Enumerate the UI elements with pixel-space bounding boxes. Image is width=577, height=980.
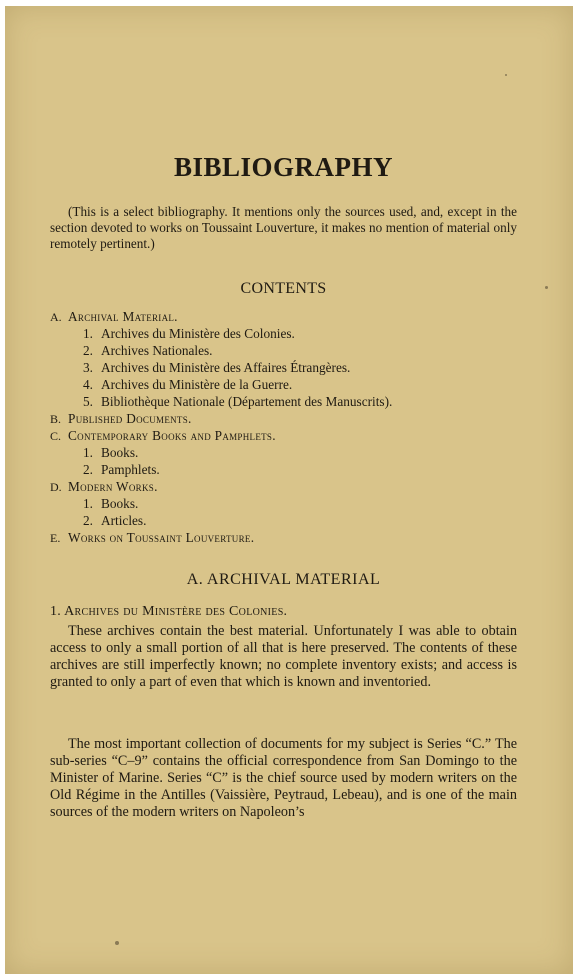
- toc-section-entry: [50, 427, 517, 444]
- book-page: [5, 6, 573, 974]
- toc-letter: A.: [50, 310, 62, 324]
- toc-letter: C.: [50, 429, 62, 443]
- toc-number: 2.: [83, 513, 93, 528]
- toc-entry-text: Archives du Ministère des Affaires Étrangères.: [101, 360, 351, 375]
- section-heading: A. ARCHIVAL MATERIAL: [186, 571, 381, 588]
- toc-entry-text: Pamphlets.: [101, 462, 160, 477]
- body-paragraph-1: These archives contain the best material. Unfortunately I was able to obtain access to only a small portion of all that is here preserved. The contents of these archives are still imperfectly known; no complete inventory exists; and access is granted to only a part of even that which is known and inventoried.: [50, 623, 517, 691]
- toc-entry-text: Books.: [101, 445, 139, 460]
- paper-speck: [505, 74, 507, 76]
- toc-entry-text: Archival Material.: [68, 309, 178, 324]
- intro-note: (This is a select bibliography. It mentions only the sources used, and, except in the section devoted to works on Toussaint Louverture, it makes no mention of material only remotely pertinent.): [50, 204, 517, 251]
- toc-letter: D.: [50, 480, 62, 494]
- body-paragraph-2: The most important collection of documents for my subject is Series “C.” The sub-series “C–9” contains the official correspondence from San Domingo to the Minister of Marine. Series “C” is the chief source used by modern writers on the Old Régime in the Antilles (Vaissière, Peytraud, Lebeau), and is one of the main sources of the modern writers on Napoleon’s: [50, 736, 517, 821]
- toc-letter: B.: [50, 412, 62, 426]
- toc-entry-text: Published Documents.: [68, 411, 192, 426]
- subsection-heading: 1. Archives du Ministère des Colonies.: [50, 604, 288, 619]
- toc-entry-text: Bibliothèque Nationale (Département des Manuscrits).: [101, 394, 393, 409]
- toc-section-entry: [50, 410, 517, 427]
- toc-section-entry: [50, 478, 517, 495]
- toc-subentry: [50, 461, 517, 478]
- toc-number: 5.: [83, 394, 93, 409]
- toc-subentry: [50, 444, 517, 461]
- toc-entry-text: Archives du Ministère des Colonies.: [101, 326, 295, 341]
- toc-entry-text: Archives Nationales.: [101, 343, 213, 358]
- toc-subentry: [50, 342, 517, 359]
- toc-subentry: [50, 393, 517, 410]
- contents-heading: CONTENTS: [240, 280, 327, 297]
- paper-speck: [545, 286, 548, 289]
- toc-letter: E.: [50, 531, 61, 545]
- toc-section-entry: [50, 529, 517, 546]
- toc-entry-text: Articles.: [101, 513, 147, 528]
- paper-speck: [115, 941, 119, 945]
- toc-number: 1.: [83, 445, 93, 460]
- toc-subentry: [50, 376, 517, 393]
- toc-subentry: [50, 512, 517, 529]
- toc-number: 2.: [83, 343, 93, 358]
- toc-subentry: [50, 359, 517, 376]
- toc-number: 4.: [83, 377, 93, 392]
- table-of-contents: [50, 308, 517, 546]
- toc-subentry: [50, 495, 517, 512]
- toc-entry-text: Works on Toussaint Louverture.: [68, 530, 255, 545]
- toc-subentry: [50, 325, 517, 342]
- toc-number: 1.: [83, 496, 93, 511]
- toc-number: 2.: [83, 462, 93, 477]
- toc-entry-text: Modern Works.: [68, 479, 158, 494]
- page-title: BIBLIOGRAPHY: [173, 152, 394, 182]
- toc-entry-text: Books.: [101, 496, 139, 511]
- toc-number: 1.: [83, 326, 93, 341]
- toc-entry-text: Contemporary Books and Pamphlets.: [68, 428, 276, 443]
- toc-section-entry: [50, 308, 517, 325]
- toc-number: 3.: [83, 360, 93, 375]
- toc-entry-text: Archives du Ministère de la Guerre.: [101, 377, 293, 392]
